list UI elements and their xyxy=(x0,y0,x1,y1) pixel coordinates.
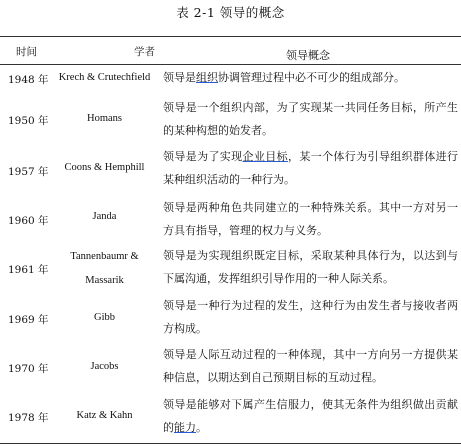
row-concept xyxy=(163,294,458,340)
concept-link[interactable]: 组织 xyxy=(196,71,218,84)
row-concept xyxy=(163,66,458,89)
row-concept xyxy=(163,145,458,191)
row-scholar: Janda xyxy=(92,211,117,222)
row-scholar: Krech & Crutechfield xyxy=(58,72,151,83)
header-concept: 领导概念 xyxy=(286,49,330,62)
concept-text: 。 xyxy=(196,421,207,434)
scholar-line: Tannenbaumr & xyxy=(70,251,139,262)
concept-text: 领导是能够对下属产生信服力，使其无条件为组织做出贡献的 xyxy=(163,398,458,434)
concept-text: 领导是为实现组织既定目标，采取某种具体行为，以达到与下属沟通，发挥组织引导作用的一种人际关系。 xyxy=(163,249,458,285)
top-rule xyxy=(0,36,461,37)
row-scholar: Katz & Kahn xyxy=(76,410,133,421)
row-scholar xyxy=(52,246,157,291)
concept-text: ，某一个体行为引导组织群体进行某种组织活动的一种行为。 xyxy=(163,150,459,186)
row-year: 1978 年 xyxy=(8,412,49,424)
table-caption: 表 2-1 领导的概念 xyxy=(176,5,285,20)
header-rule xyxy=(0,64,461,65)
row-scholar: Homans xyxy=(87,113,122,124)
concept-text: 领导是人际互动过程的一种体现，其中一方向另一方提供某种信息，以期达到自己预期目标的互动过程。 xyxy=(163,348,458,384)
concept-link[interactable]: 能力 xyxy=(174,421,196,434)
concept-text: 领导是 xyxy=(163,71,196,84)
row-year: 1969 年 xyxy=(8,314,49,326)
row-scholar: Coons & Hemphill xyxy=(64,162,145,173)
row-scholar: Jacobs xyxy=(90,361,119,372)
row-concept xyxy=(163,393,458,439)
concept-text: 协调管理过程中必不可少的组成部分。 xyxy=(218,71,405,84)
row-concept xyxy=(163,196,458,242)
row-concept xyxy=(163,96,458,142)
row-year: 1948 年 xyxy=(8,74,49,86)
concept-text: 领导是两种角色共同建立的一种特殊关系。其中一方对另一方具有指导，管理的权力与义务。 xyxy=(163,201,458,237)
scholar-line: Massarik xyxy=(85,275,124,286)
row-year: 1970 年 xyxy=(8,363,49,375)
row-year: 1961 年 xyxy=(8,264,49,276)
row-concept xyxy=(163,244,458,290)
row-year: 1957 年 xyxy=(8,166,49,178)
row-year: 1950 年 xyxy=(8,115,49,127)
row-year: 1960 年 xyxy=(8,215,49,227)
concept-text: 领导是为了实现 xyxy=(163,150,243,163)
concept-text: 领导是一个组织内部，为了实现某一共同任务目标，所产生的某种构想的始发者。 xyxy=(163,101,458,137)
row-concept xyxy=(163,343,458,389)
concept-link[interactable]: 企业目标 xyxy=(242,150,288,163)
header-scholar: 学者 xyxy=(134,47,155,58)
concept-text: 领导是一种行为过程的发生，这种行为由发生者与接收者两方构成。 xyxy=(163,299,458,335)
row-scholar: Gibb xyxy=(94,312,115,323)
bottom-rule xyxy=(0,443,461,444)
header-year: 时间 xyxy=(16,46,37,58)
